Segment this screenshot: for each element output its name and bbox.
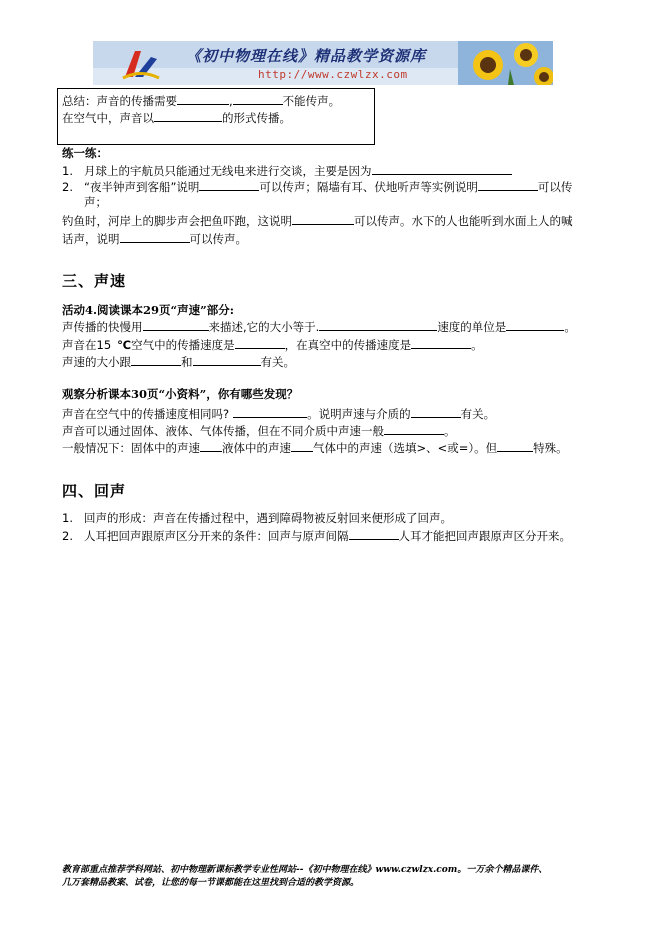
question-text: 。 (471, 338, 483, 352)
answer-blank[interactable] (120, 230, 190, 243)
summary-line-1 (62, 92, 340, 109)
answer-blank[interactable] (349, 527, 399, 540)
question-text: 声音在空气中的传播速度相同吗? (62, 407, 230, 421)
footer-line-1: 教育部重点推荐学科网站、初中物理新课标教学专业性网站--《初中物理在线》www.czwlzx.com。一万余个精品课件、 (62, 865, 548, 875)
answer-blank[interactable] (384, 422, 444, 435)
observe-line-3 (62, 439, 568, 456)
practice-item-1 (62, 162, 512, 179)
sunflower-image (458, 41, 553, 85)
question-text: 可以传 (537, 180, 573, 194)
question-text: 钓鱼时，河岸上的脚步声会把鱼吓跑，这说明 (62, 214, 292, 228)
question-text: 声速的大小跟 (62, 355, 131, 369)
question-text: 声音在15 (62, 338, 112, 352)
answer-blank[interactable] (411, 336, 471, 349)
observe-title: 观察分析课本30页“小资料”，你有哪些发现？ (62, 387, 299, 401)
list-number: 1. (62, 511, 73, 525)
question-text: . (315, 320, 320, 334)
answer-blank[interactable] (478, 178, 538, 191)
question-text: 速度的单位是 (437, 320, 507, 334)
section-heading-speed: 三、声速 (62, 272, 127, 290)
answer-blank[interactable] (199, 178, 259, 191)
answer-blank[interactable] (411, 405, 461, 418)
practice-item-3-cont (62, 230, 247, 247)
question-text: 空气中的传播速度是 (131, 338, 235, 352)
answer-blank[interactable] (506, 318, 564, 331)
question-text: 来描述,它的大小等于 (208, 320, 316, 334)
question-text: 和 (181, 355, 193, 369)
question-text: 可以传声；隔墙有耳、伏地听声等实例说明 (259, 180, 478, 194)
question-text: 人耳把回声跟原声区分开来的条件：回声与原声间隔 (84, 529, 349, 543)
question-text: 回声的形成：声音在传播过程中，遇到障碍物被反射回来便形成了回声。 (84, 511, 452, 525)
banner-title: 《初中物理在线》精品教学资源库 (186, 47, 427, 65)
question-text: 可以传声。 (189, 232, 247, 246)
list-number: 1. (62, 164, 73, 178)
answer-blank[interactable] (177, 92, 229, 105)
question-text: 人耳才能把回声跟原声区分开来。 (398, 529, 571, 543)
activity-title: 活动4.阅读课本29页“声速”部分: (62, 303, 234, 317)
answer-blank[interactable] (143, 318, 209, 331)
practice-item-3 (62, 212, 573, 229)
answer-blank[interactable] (372, 162, 512, 175)
answer-blank[interactable] (291, 439, 313, 452)
question-text: 有关。 (460, 407, 496, 421)
question-text: 一般情况下：固体中的声速 (62, 441, 200, 455)
echo-item-1 (62, 510, 452, 526)
answer-blank[interactable] (200, 439, 222, 452)
question-text: 月球上的宇航员只能通过无线电来进行交谈，主要是因为 (84, 164, 372, 178)
section-heading-echo: 四、回声 (62, 482, 127, 500)
answer-blank[interactable] (131, 353, 181, 366)
summary-line-2 (62, 109, 291, 126)
site-logo (121, 47, 161, 81)
question-text: 有关。 (260, 355, 295, 369)
practice-item-2-cont: 声； (84, 195, 107, 209)
question-text: 声音可以通过固体、液体、气体传播，但在不同介质中声速一般 (62, 424, 384, 438)
answer-blank[interactable] (154, 109, 222, 122)
speed-line-2 (62, 336, 483, 353)
answer-blank[interactable] (292, 212, 354, 225)
practice-title: 练一练： (62, 146, 108, 160)
question-text: 。 (444, 424, 456, 438)
list-number: 2. (62, 180, 73, 194)
summary-text: 不能传声。 (282, 94, 341, 108)
question-text: “夜半钟声到客船”说明 (84, 180, 200, 194)
question-text: 声传播的快慢用 (62, 320, 143, 334)
question-text: ，在真空中的传播速度是 (284, 338, 412, 352)
answer-blank[interactable] (235, 336, 285, 349)
answer-blank[interactable] (233, 92, 283, 105)
observe-line-1 (62, 405, 495, 422)
echo-item-2 (62, 527, 571, 544)
question-text: 话声，说明 (62, 232, 120, 246)
speed-line-3 (62, 353, 295, 370)
banner-url[interactable]: http://www.czwlzx.com (258, 68, 408, 81)
answer-blank[interactable] (319, 318, 437, 331)
celsius-unit: ℃ (117, 338, 132, 352)
summary-text: 总结：声音的传播需要 (62, 94, 177, 108)
question-text: 。说明声速与介质的 (307, 407, 411, 421)
question-text: 。 (564, 320, 576, 334)
footer-line-2: 几万套精品教案、试卷，让您的每一节课都能在这里找到合适的教学资源。 (62, 878, 360, 888)
answer-blank[interactable] (497, 439, 533, 452)
speed-line-1 (62, 318, 576, 335)
question-text: 特殊。 (533, 441, 568, 455)
summary-text: 在空气中，声音以 (62, 111, 154, 125)
observe-line-2 (62, 422, 456, 439)
header-banner (93, 41, 553, 85)
question-text: 液体中的声速 (222, 441, 291, 455)
practice-item-2 (62, 178, 572, 195)
summary-text: , (229, 94, 233, 108)
question-text: 气体中的声速（选填>、<或=）。但 (313, 441, 498, 455)
list-number: 2. (62, 529, 73, 543)
summary-text: 的形式传播。 (222, 111, 291, 125)
answer-blank[interactable] (233, 405, 307, 418)
answer-blank[interactable] (193, 353, 261, 366)
question-text: 可以传声。水下的人也能听到水面上人的喊 (354, 214, 573, 228)
